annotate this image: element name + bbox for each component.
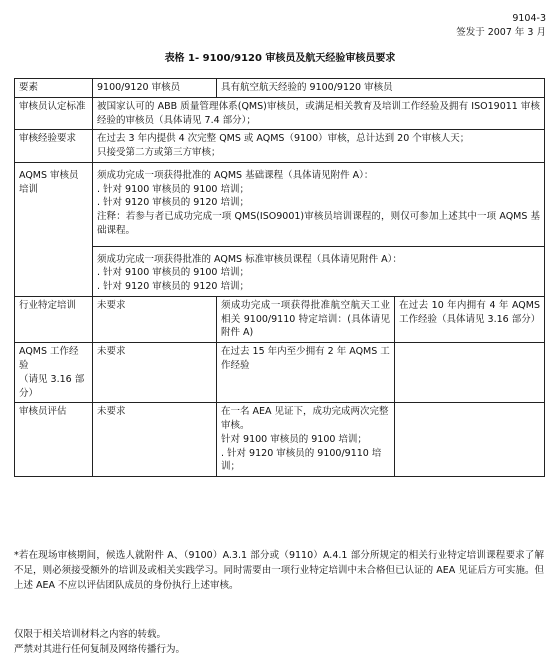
header-cell: 具有航空航天经验的 9100/9120 审核员 (217, 79, 545, 98)
cell-line: . 针对 9120 审核员的 9120 培训； (97, 281, 249, 293)
cell-line: . 针对 9120 审核员的 9120 培训； (97, 197, 249, 209)
table-cell (93, 162, 545, 246)
cell-line: 须成功完成一项获得批准的 AQMS 基础课程（具体请见附件 A）： (97, 169, 374, 181)
row-label: AQMS 审核员培训 (15, 162, 93, 296)
table-cell: 未要求 (93, 343, 217, 403)
row-label: 审核员评估 (15, 403, 93, 477)
table-cell (93, 246, 545, 296)
table-cell (217, 403, 395, 477)
row-label: 审核员认定标准 (15, 97, 93, 130)
table-row (15, 130, 545, 163)
header-cell: 要素 (15, 79, 93, 98)
cell-line: 只接受第二方或第三方审核； (97, 147, 221, 159)
document-header (456, 12, 546, 41)
table-row (15, 162, 545, 246)
cell-line: 在一名 AEA 见证下，成功完成两次完整审核。 (221, 406, 389, 432)
table-row (15, 97, 545, 130)
table-cell: 在过去 15 年内至少拥有 2 年 AQMS 工作经验 (217, 343, 395, 403)
cell-line: . 针对 9100 审核员的 9100 培训； (97, 183, 249, 195)
table-row (15, 246, 545, 296)
copyright-line: 仅限于相关培训材料之内容的转载。 (14, 629, 167, 640)
table-cell (93, 130, 545, 163)
table-cell: 被国家认可的 ABB 质量管理体系(QMS)审核员，或满足相关教育及培训工作经验及拥有 ISO19011 审核经验的审核员（具体请见 7.4 部分）； (93, 97, 545, 130)
table-row (15, 343, 545, 403)
page-title: 表格 1- 9100/9120 审核员及航天经验审核员要求 (164, 53, 396, 64)
requirements-table (14, 78, 545, 477)
cell-line: 注释：若参与者已成功完成一项 QMS(ISO9001)审核员培训课程的，则仅可参加上述其中一项 AQMS 基础课程。 (97, 211, 541, 236)
row-label: 审核经验要求 (15, 130, 93, 163)
cell-line: 在过去 3 年内提供 4 次完整 QMS 或 AQMS（9100）审核，总计达到 20 个审核人天； (97, 133, 470, 145)
table-cell: 须成功完成一项获得批准航空航天工业相关 9100/9110 特定培训：(具体请见附件 A) (217, 296, 395, 342)
empty-cell (395, 403, 545, 477)
issue-date: 签发于 2007 年 3 月 (456, 27, 546, 39)
table-cell: 在过去 10 年内拥有 4 年 AQMS 工作经验（具体请见 3.16 部分） (395, 296, 545, 342)
row-label: 行业特定培训 (15, 296, 93, 342)
row-label (15, 343, 93, 403)
cell-line: 须成功完成一项获得批准的 AQMS 标准审核员课程（具体请见附件 A）： (97, 253, 402, 265)
cell-line: . 针对 9120 审核员的 9100/9110 培训； (221, 447, 382, 473)
copyright-line: 严禁对其进行任何复制及网络传播行为。 (14, 644, 186, 656)
table-row (15, 403, 545, 477)
copyright-notice (14, 627, 544, 657)
cell-line: 针对 9100 审核员的 9100 培训； (221, 433, 367, 445)
cell-line: . 针对 9100 审核员的 9100 培训； (97, 267, 249, 279)
document-code: 9104-3 (512, 13, 546, 24)
empty-cell (395, 343, 545, 403)
table-header-row (15, 79, 545, 98)
table-cell: 未要求 (93, 403, 217, 477)
footnote: *若在现场审核期间，候选人就附件 A、（9100）A.3.1 部分或（9110）A.4.1 部分所规定的相关行业特定培训课程要求了解不足，则必须接受额外的培训及或相关实践学习。同时需要由一项行业特定培训中未合格但已认证的 AEA 见证后方可实施。但上述 AEA 不应以评估团队成员的身份执行上述审核。 (14, 550, 544, 592)
table-row (15, 296, 545, 342)
header-cell: 9100/9120 审核员 (93, 79, 217, 98)
table-cell: 未要求 (93, 296, 217, 342)
row-label-line: （请见 3.16 部分） (19, 373, 85, 399)
row-label-line: AQMS 工作经验 (19, 346, 79, 372)
